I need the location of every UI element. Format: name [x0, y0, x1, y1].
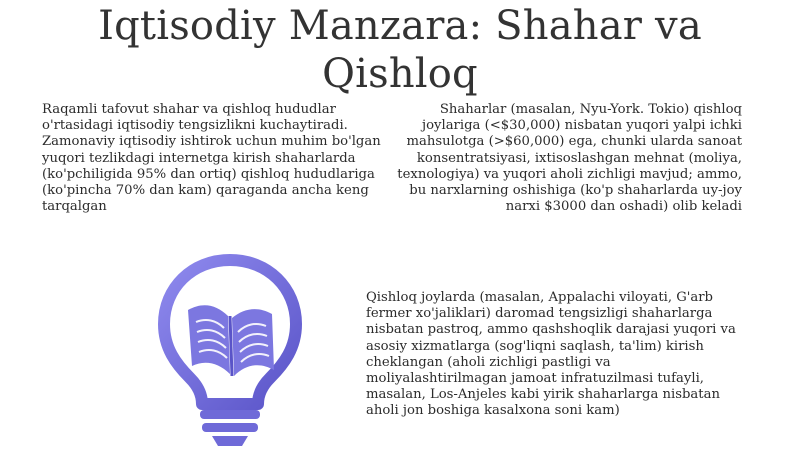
- paragraph-gdp-comparison: Shaharlar (masalan, Nyu-York. Tokio) qishloq joylariga (<$30,000) nisbatan yuqori yalpi ichki mahsulotga (>$60,000) ega, chunki ularda sanoat konsentratsiyasi, ixtisoslashgan mehnat (moliya, texnologiya) va yuqori aholi zichligi mavjud; ammo, bu narxlarning oshishiga (ko'p shaharlarda uy-joy narxi $3000 dan oshadi) olib keladi: [397, 102, 742, 215]
- title-line-2: Qishloq: [322, 51, 478, 97]
- title-line-1: Iqtisodiy Manzara: Shahar va: [98, 3, 702, 49]
- paragraph-rural-inequality: Qishloq joylarda (masalan, Appalachi viloyati, G'arb fermer xo'jaliklari) daromad tengsizligi shaharlarga nisbatan pastroq, ammo qashshoqlik darajasi yuqori va asosiy xizmatlarga (sog'liqni saqlash, ta'lim) kirish cheklangan (aholi zichligi pastligi va moliyalashtirilmagan jamoat infratuzilmasi tufayli, masalan, Los-Anjeles kabi yirik shaharlarga nisbatan aholi jon boshiga kasalxona soni kam): [366, 290, 736, 419]
- lightbulb-with-book-icon: [150, 252, 310, 452]
- slide-title: [0, 2, 800, 98]
- paragraph-digital-divide: Raqamli tafovut shahar va qishloq hududlar o'rtasidagi iqtisodiy tengsizlikni kuchaytiradi. Zamonaviy iqtisodiy ishtirok uchun muhim bo'lgan yuqori tezlikdagi internetga kirish shaharlarda (ko'pchiligida 95% dan ortiq) qishloq hududlariga (ko'pincha 70% dan kam) qaraganda ancha keng tarqalgan: [42, 102, 381, 215]
